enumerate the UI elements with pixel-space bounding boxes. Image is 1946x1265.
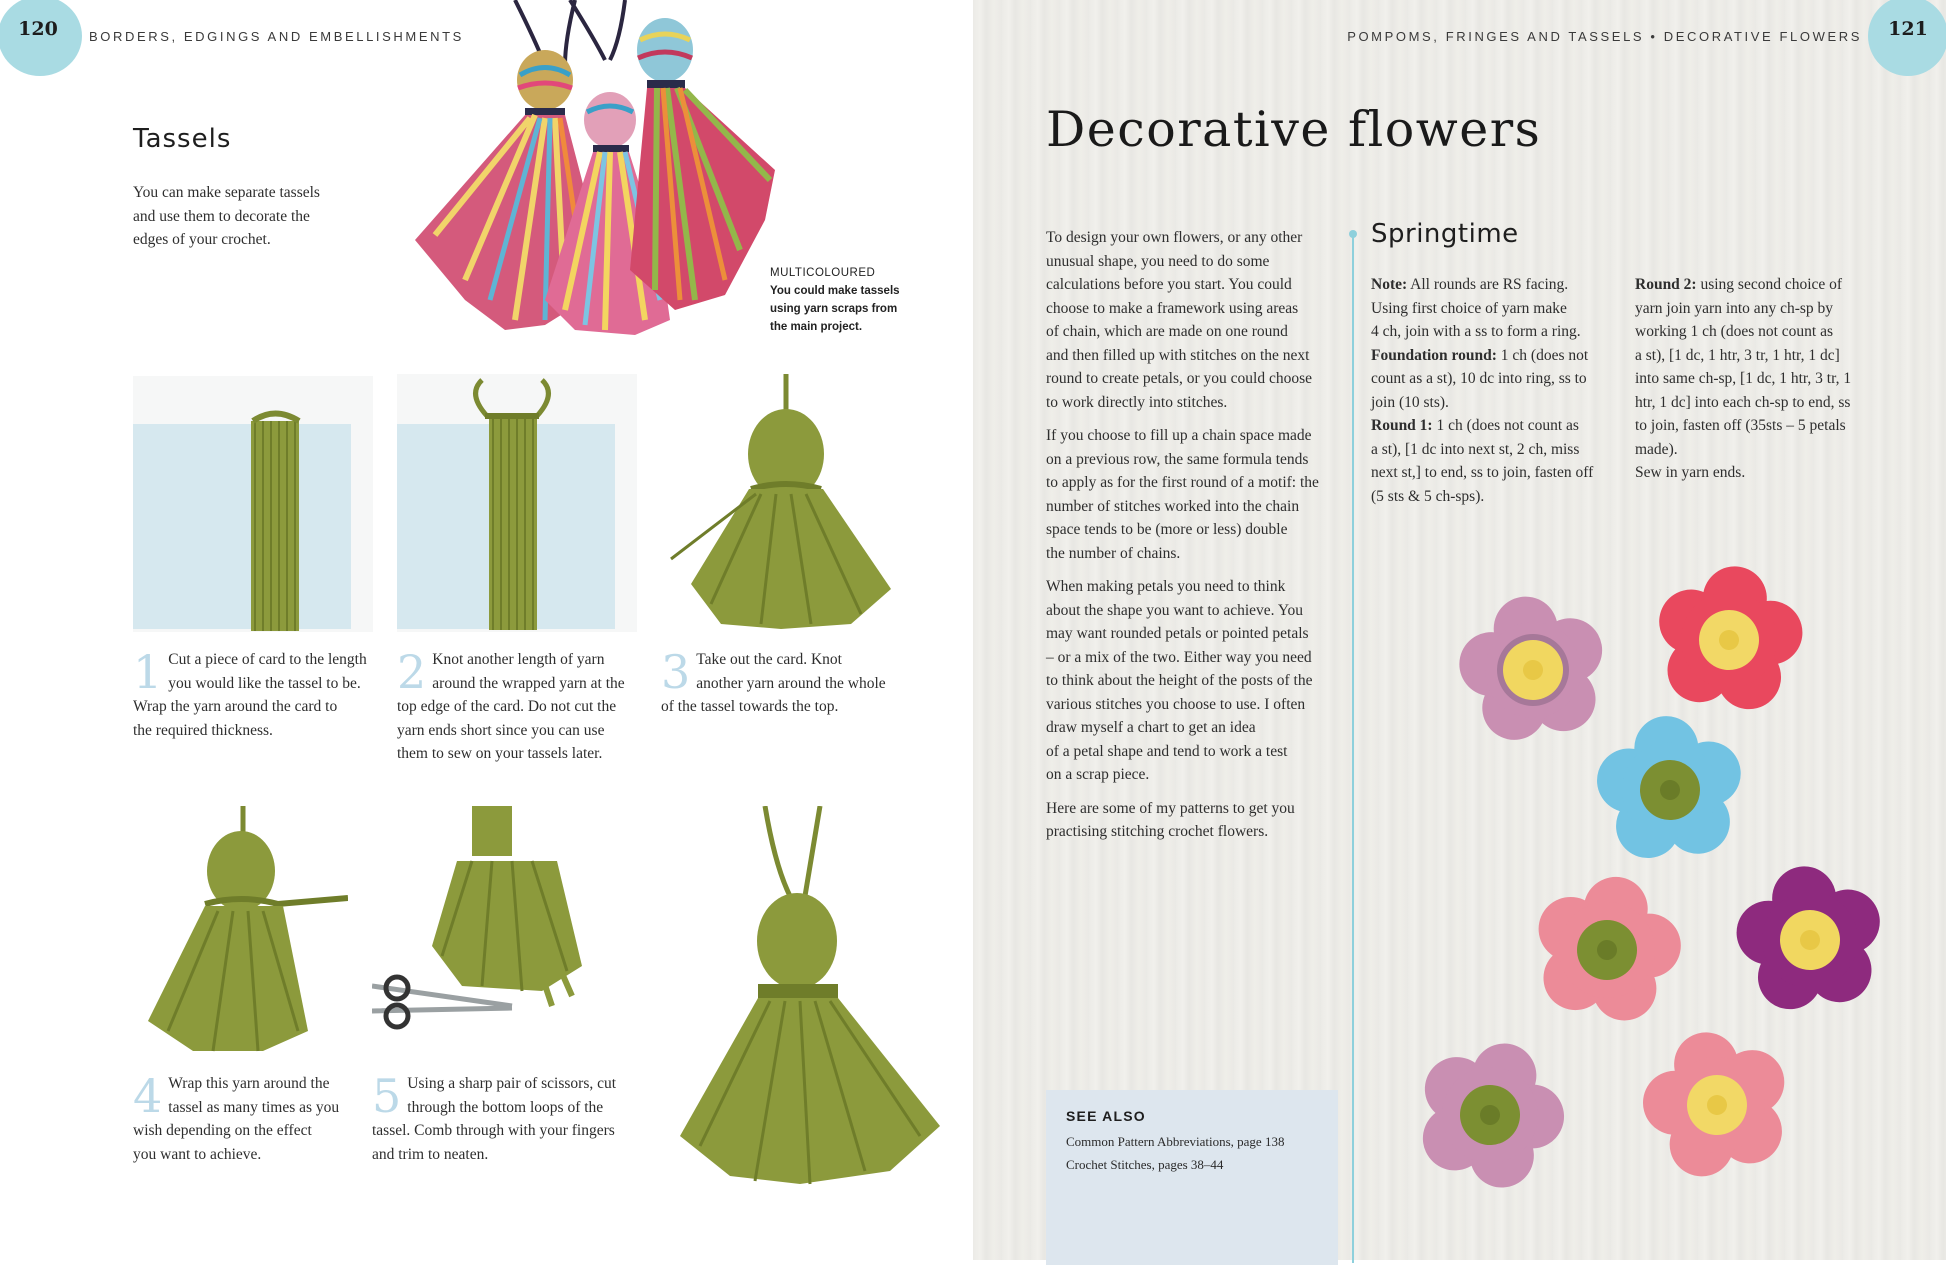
step-line: Knot another length of yarn: [432, 651, 605, 668]
caption-line: the main project.: [770, 321, 863, 333]
pattern-line: working 1 ch (does not count as: [1635, 323, 1834, 340]
step-line: tassel. Comb through with your fingers: [372, 1122, 615, 1139]
column-rule: [1352, 233, 1354, 1263]
pattern-line: 4 ch, join with a ss to form a ring.: [1371, 323, 1581, 340]
text-line: Here are some of my patterns to get you: [1046, 799, 1295, 817]
step-5-photo: [372, 806, 637, 1054]
pattern-line: to join, fasten off (35sts – 5 petals: [1635, 417, 1846, 434]
section-heading: Tassels: [133, 124, 232, 154]
finished-tassel-photo: [660, 806, 950, 1186]
text-line: round to create petals, or you could choose: [1046, 370, 1312, 387]
pattern-line: Round 1: 1 ch (does not count as: [1371, 417, 1579, 434]
see-also-link[interactable]: Common Pattern Abbreviations, page 138: [1066, 1134, 1285, 1149]
pattern-line: (5 sts & 5 ch-sps).: [1371, 487, 1485, 505]
see-also-link[interactable]: Crochet Stitches, pages 38–44: [1066, 1157, 1224, 1172]
text-line: to work directly into stitches.: [1046, 393, 1228, 411]
step-number: 5: [372, 1069, 402, 1123]
text-line: to apply as for the first round of a motif: the: [1046, 474, 1319, 491]
step-line: around the wrapped yarn at the: [432, 674, 625, 692]
text-line: various stitches you choose to use. I often: [1046, 695, 1306, 713]
flower-lilac-yellow: [1449, 585, 1615, 748]
step-4-photo: [133, 806, 348, 1054]
step-4: [133, 1069, 373, 1166]
caption-line: You could make tassels: [770, 285, 900, 297]
step-3: [661, 645, 911, 719]
step-line: you would like the tassel to be.: [168, 674, 361, 692]
text-line: edges of your crochet.: [133, 231, 271, 248]
step-line: Cut a piece of card to the length: [168, 651, 367, 668]
pattern-column-2: [1635, 273, 1870, 485]
column-rule-dot: [1349, 230, 1357, 238]
step-line: another yarn around the whole: [696, 674, 886, 692]
flower-pink-green: [1523, 863, 1693, 1030]
pattern-line: into same ch-sp, [1 dc, 1 htr, 3 tr, 1: [1635, 370, 1852, 387]
page-title: Decorative flowers: [1046, 101, 1542, 158]
text-line: When making petals you need to think: [1046, 578, 1286, 595]
text-line: If you choose to fill up a chain space made: [1046, 427, 1312, 444]
step-line: and trim to neaten.: [372, 1145, 489, 1163]
pattern-line: made).: [1635, 440, 1678, 458]
step-1: [133, 645, 378, 742]
running-head: BORDERS, EDGINGS AND EMBELLISHMENTS: [89, 29, 464, 44]
text-line: to think about the height of the posts of the: [1046, 672, 1313, 689]
step-3-photo: [661, 374, 901, 632]
text-line: and use them to decorate the: [133, 207, 310, 225]
step-line: of the tassel towards the top.: [661, 698, 839, 715]
pattern-line: join (10 sts).: [1371, 393, 1449, 411]
step-line: wish depending on the effect: [133, 1122, 312, 1139]
pattern-line: yarn join yarn into any ch-sp by: [1635, 299, 1834, 317]
pattern-line: a st), [1 dc, 1 htr, 3 tr, 1 htr, 1 dc]: [1635, 346, 1840, 364]
text-line: calculations before you start. You could: [1046, 276, 1292, 293]
text-line: about the shape you want to achieve. You: [1046, 601, 1303, 619]
step-line: Wrap the yarn around the card to: [133, 698, 338, 715]
text-line: the number of chains.: [1046, 544, 1181, 562]
text-line: You can make separate tassels: [133, 184, 320, 201]
flower-lilac-green: [1400, 1021, 1583, 1202]
crochet-flowers-photo: [1380, 540, 1920, 1220]
pattern-line: Round 2: using second choice of: [1635, 276, 1843, 293]
running-head-right: POMPOMS, FRINGES AND TASSELS • DECORATIVE FLOWERS: [1347, 29, 1862, 44]
paragraph-1: [1046, 226, 1336, 414]
caption-title: MULTICOLOURED: [770, 267, 876, 279]
text-line: of chain, which are made on one round: [1046, 323, 1288, 340]
pattern-line: next st,] to end, ss to join, fasten off: [1371, 464, 1594, 481]
step-number: 4: [133, 1069, 163, 1123]
step-line: yarn ends short since you can use: [397, 721, 605, 739]
step-line: the required thickness.: [133, 721, 273, 739]
step-1-photo: [133, 376, 373, 632]
see-also-title: SEE ALSO: [1066, 1108, 1146, 1124]
flower-blue-green: [1592, 710, 1748, 862]
text-line: on a previous row, the same formula tends: [1046, 450, 1309, 468]
step-line: Using a sharp pair of scissors, cut: [407, 1075, 617, 1092]
text-line: unusual shape, you need to do some: [1046, 252, 1270, 270]
pattern-line: Using first choice of yarn make: [1371, 299, 1567, 317]
step-2-photo: [397, 374, 637, 632]
text-line: – or a mix of the two. Either way you need: [1046, 648, 1312, 666]
intro-text: [133, 181, 373, 252]
photo-caption: [770, 264, 920, 336]
text-line: To design your own flowers, or any other: [1046, 229, 1303, 246]
page-number: 121: [1888, 18, 1928, 40]
step-line: top edge of the card. Do not cut the: [397, 698, 617, 715]
text-line: practising stitching crochet flowers.: [1046, 823, 1269, 840]
pattern-line: htr, 1 dc] into each ch-sp to end, ss: [1635, 393, 1851, 411]
step-5: [372, 1069, 647, 1166]
step-number: 3: [661, 645, 691, 699]
page-number: 120: [18, 18, 58, 40]
text-line: draw myself a chart to get an idea: [1046, 719, 1256, 736]
flower-pink-yellow: [1628, 1015, 1803, 1187]
page-number-badge-right: [1868, 0, 1946, 76]
step-line: you want to achieve.: [133, 1145, 262, 1163]
text-line: and then filled up with stitches on the next: [1046, 346, 1310, 364]
step-number: 2: [397, 645, 427, 699]
multicoloured-tassels-photo: [395, 0, 835, 340]
page-number-badge: [0, 0, 82, 76]
pattern-title: Springtime: [1371, 219, 1519, 249]
step-line: Take out the card. Knot: [696, 651, 842, 668]
text-line: on a scrap piece.: [1046, 766, 1150, 783]
text-line: may want rounded petals or pointed petals: [1046, 625, 1309, 642]
step-2: [397, 645, 647, 766]
step-line: them to sew on your tassels later.: [397, 745, 603, 762]
left-page: [0, 0, 973, 1260]
pattern-line: count as a st), 10 dc into ring, ss to: [1371, 370, 1587, 387]
text-line: of a petal shape and tend to work a test: [1046, 742, 1288, 760]
text-line: space tends to be (more or less) double: [1046, 521, 1288, 538]
pattern-line: Sew in yarn ends.: [1635, 464, 1746, 481]
flower-red-yellow: [1649, 557, 1811, 716]
paragraph-2: [1046, 424, 1336, 565]
text-line: number of stitches worked into the chain: [1046, 497, 1300, 515]
paragraph-4: [1046, 797, 1336, 844]
pattern-line: Foundation round: 1 ch (does not: [1371, 346, 1589, 364]
step-line: tassel as many times as you: [168, 1098, 340, 1116]
paragraph-3: [1046, 575, 1336, 787]
flower-purple-yellow: [1728, 857, 1890, 1016]
see-also-box: [1046, 1090, 1338, 1265]
text-line: choose to make a framework using areas: [1046, 299, 1299, 317]
pattern-line: a st), [1 dc into next st, 2 ch, miss: [1371, 440, 1580, 458]
step-number: 1: [133, 645, 163, 699]
step-line: through the bottom loops of the: [407, 1098, 604, 1116]
intro-column: [1046, 226, 1336, 854]
pattern-line: Note: All rounds are RS facing.: [1371, 276, 1569, 293]
step-line: Wrap this yarn around the: [168, 1075, 330, 1092]
caption-line: using yarn scraps from: [770, 303, 898, 315]
pattern-column-1: [1371, 273, 1618, 508]
